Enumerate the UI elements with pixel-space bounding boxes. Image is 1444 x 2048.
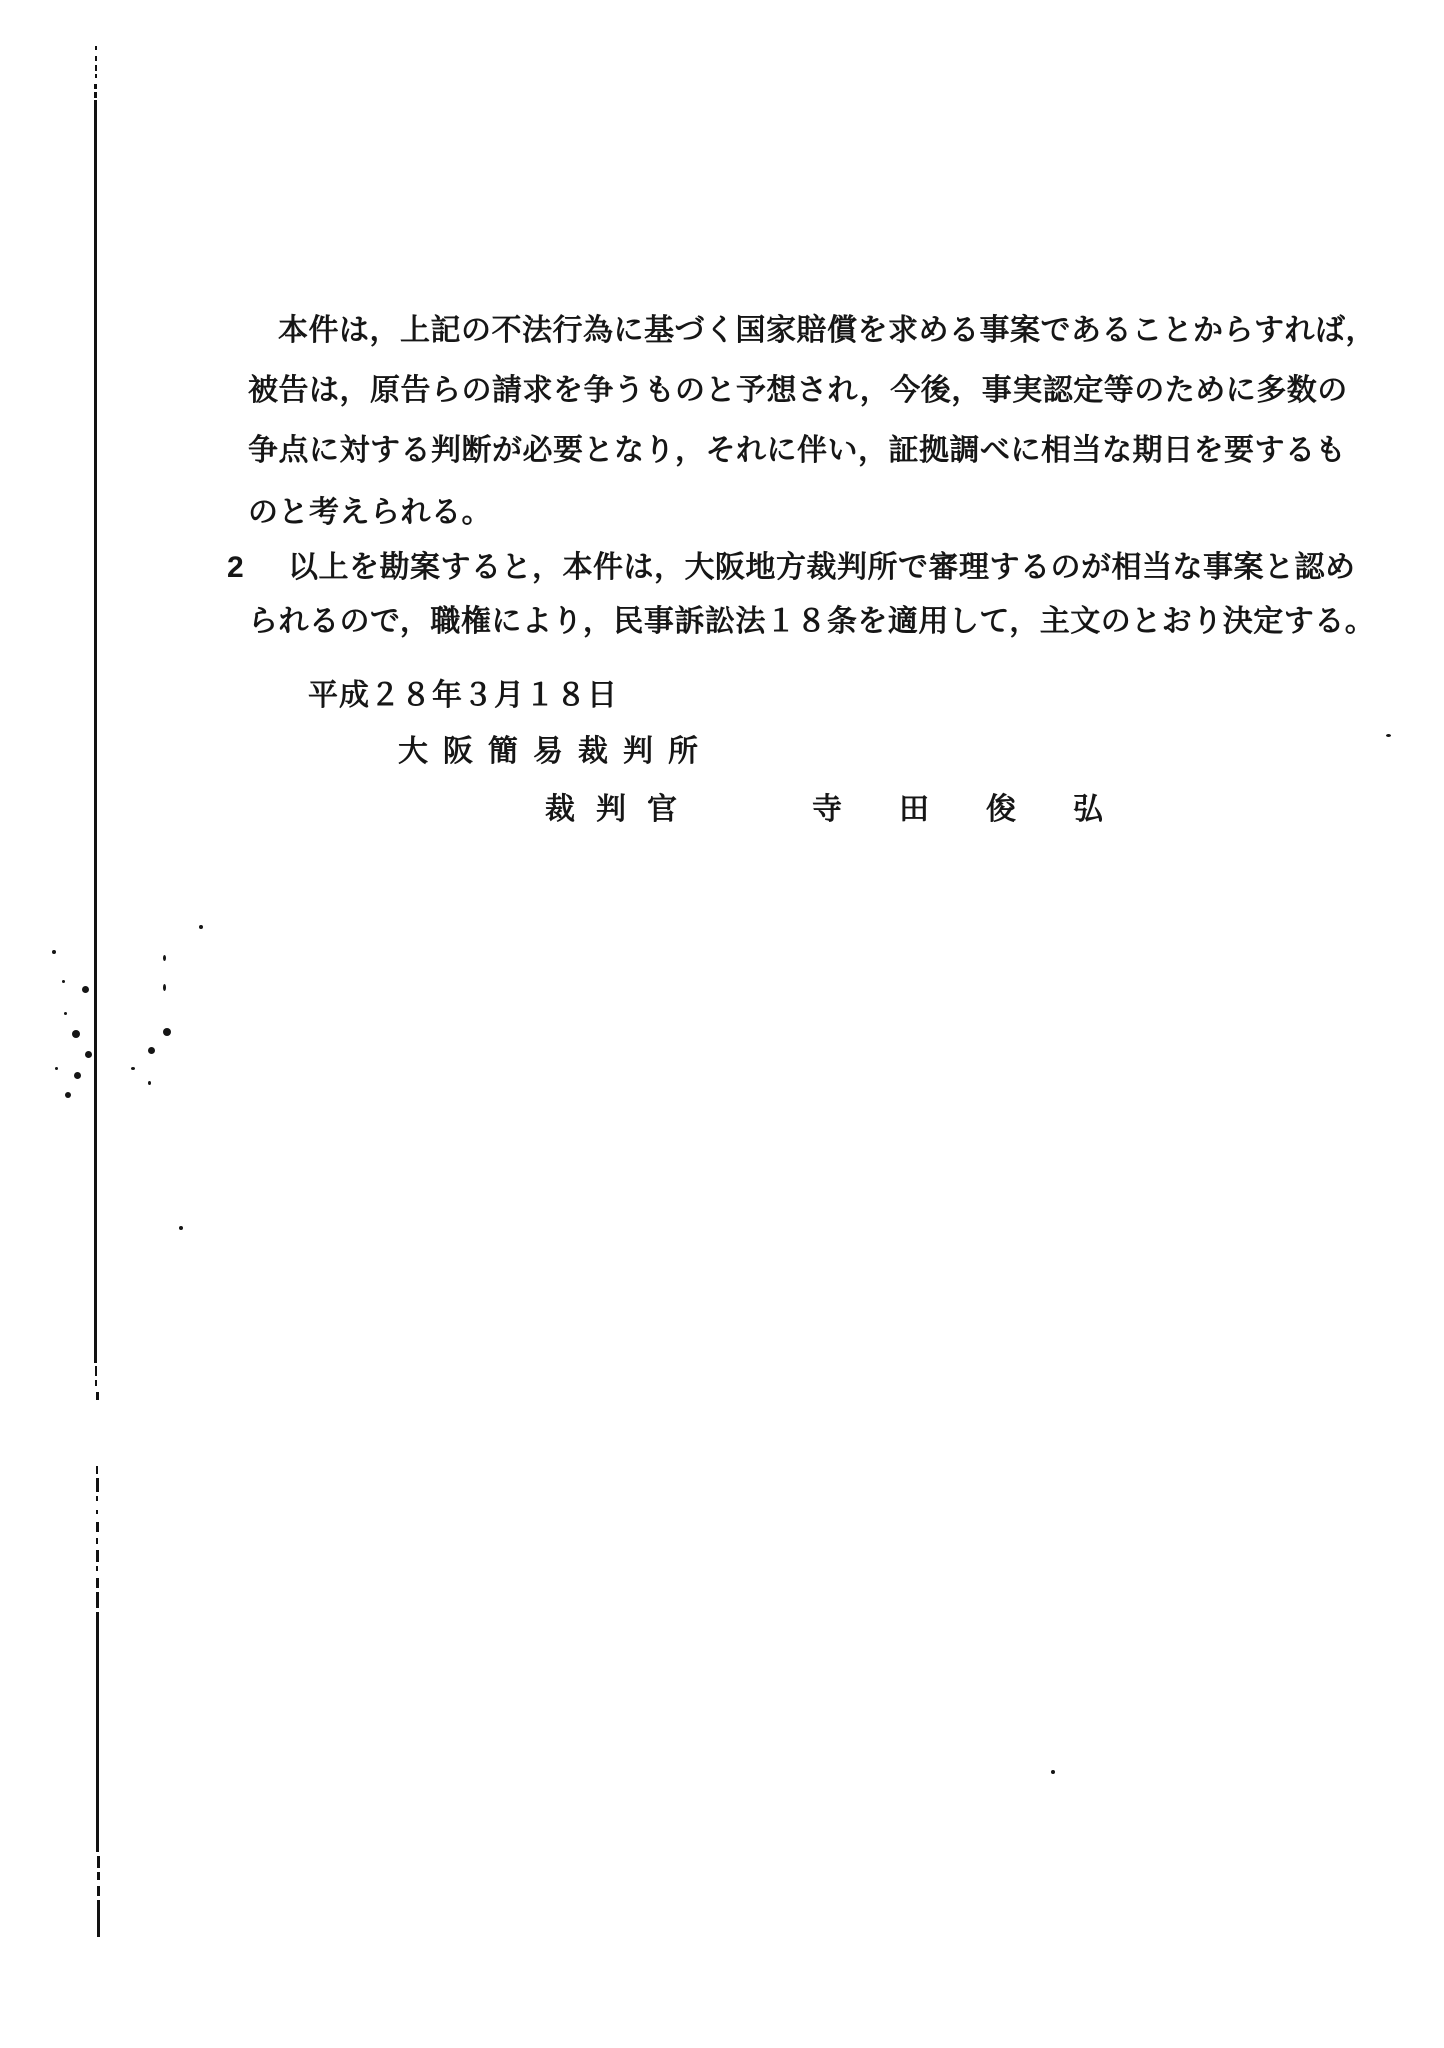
noise-speck bbox=[1386, 734, 1391, 737]
scan-artifact-line-segment bbox=[96, 1510, 98, 1514]
paragraph2-line-1: 以上を勘案すると，本件は，大阪地方裁判所で審理するのが相当な事案と認め bbox=[288, 551, 1356, 584]
decision-date: 平成２８年３月１８日 bbox=[308, 679, 618, 712]
noise-speck bbox=[52, 950, 56, 954]
scan-artifact-line-segment bbox=[96, 1522, 99, 1532]
noise-speck bbox=[65, 1092, 71, 1098]
scan-artifact-line-segment bbox=[97, 1872, 100, 1880]
noise-speck bbox=[163, 1028, 171, 1036]
scan-artifact-line-segment bbox=[96, 1612, 99, 1852]
scan-artifact-line-segment bbox=[94, 84, 97, 89]
noise-speck bbox=[163, 984, 166, 991]
scan-artifact-line-segment bbox=[96, 1392, 99, 1400]
scan-artifact-line-segment bbox=[96, 1538, 98, 1544]
scan-artifact-line-segment bbox=[95, 1366, 97, 1376]
scan-artifact-line-segment bbox=[95, 65, 97, 71]
paragraph1-line-1: 本件は，上記の不法行為に基づく国家賠償を求める事案であることからすれば， bbox=[278, 314, 1376, 347]
paragraph1-line-2: 被告は，原告らの請求を争うものと予想され，今後，事実認定等のために多数の bbox=[248, 374, 1348, 407]
scan-artifact-line-segment bbox=[95, 74, 97, 78]
noise-speck bbox=[82, 986, 89, 993]
paragraph2-line-2: られるので，職権により，民事訴訟法１８条を適用して，主文のとおり決定する。 bbox=[248, 605, 1376, 638]
judge-title: 裁判官 bbox=[545, 793, 698, 826]
scan-artifact-line-segment bbox=[97, 1886, 100, 1896]
court-name: 大阪簡易裁判所 bbox=[398, 735, 713, 768]
noise-speck bbox=[163, 955, 166, 961]
scan-artifact-line-segment bbox=[97, 1856, 100, 1868]
scan-artifact-line-segment bbox=[96, 1550, 99, 1562]
scan-artifact-line-segment bbox=[96, 1466, 98, 1474]
noise-speck bbox=[199, 925, 203, 929]
noise-speck bbox=[85, 1051, 92, 1058]
noise-speck bbox=[1051, 1770, 1055, 1774]
noise-speck bbox=[64, 1012, 67, 1015]
scan-artifact-line-segment bbox=[95, 56, 97, 61]
scan-artifact-line-segment bbox=[96, 1478, 99, 1492]
noise-speck bbox=[74, 1072, 81, 1079]
scan-artifact-line-segment bbox=[94, 105, 97, 1363]
scan-artifact-line-segment bbox=[94, 92, 97, 98]
noise-speck bbox=[55, 1067, 58, 1070]
noise-speck bbox=[62, 980, 65, 983]
noise-speck bbox=[179, 1226, 183, 1230]
paragraph2-number: 2 bbox=[227, 551, 244, 584]
judge-name: 寺田俊弘 bbox=[812, 793, 1160, 826]
paragraph1-line-4: のと考えられる。 bbox=[248, 496, 492, 529]
noise-speck bbox=[148, 1081, 151, 1085]
scan-artifact-line-segment bbox=[95, 46, 97, 50]
scan-artifact-line-segment bbox=[96, 1496, 98, 1501]
noise-speck bbox=[72, 1030, 80, 1038]
scan-artifact-line-segment bbox=[96, 1592, 99, 1608]
scan-artifact-line-segment bbox=[96, 1578, 99, 1588]
scan-artifact-line-segment bbox=[95, 1380, 97, 1386]
paragraph1-line-3: 争点に対する判断が必要となり，それに伴い，証拠調べに相当な期日を要するも bbox=[248, 434, 1346, 467]
scan-artifact-line-segment bbox=[97, 1900, 100, 1937]
noise-speck bbox=[148, 1047, 155, 1054]
noise-speck bbox=[131, 1067, 135, 1070]
scan-artifact-line-segment bbox=[96, 1566, 98, 1571]
